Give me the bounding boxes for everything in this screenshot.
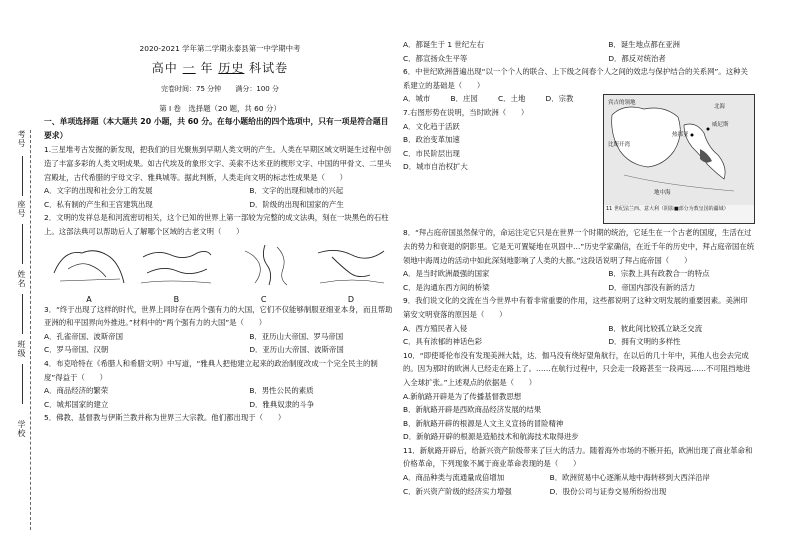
page-title bbox=[44, 62, 396, 76]
historical-map bbox=[603, 94, 755, 224]
option-row bbox=[403, 281, 755, 295]
option-row bbox=[403, 92, 593, 106]
margin-label-name: 姓名 bbox=[17, 270, 26, 288]
option-row bbox=[403, 322, 755, 336]
option[interactable]: D．新航路开辟的根源是造船技术和航海技术取得进步 bbox=[403, 432, 579, 442]
map-label: A bbox=[86, 294, 92, 304]
option[interactable]: B．庄园 bbox=[450, 94, 478, 104]
option[interactable]: D．城市自治权扩大 bbox=[403, 162, 468, 172]
title-suffix: 科试卷 bbox=[249, 60, 289, 75]
title-mid: 年 bbox=[200, 60, 214, 75]
option-row bbox=[44, 198, 396, 212]
option[interactable]: C．土地 bbox=[498, 94, 526, 104]
right-column bbox=[403, 38, 755, 543]
exam-header: 2020-2021 学年第二学期永泰县第一中学期中考 bbox=[139, 44, 301, 53]
map-label: 比斯开湾 bbox=[608, 142, 631, 149]
option[interactable]: C．都宣扬众生平等 bbox=[403, 53, 468, 63]
title-grade: 一 bbox=[182, 60, 196, 75]
margin-label-exam-number: 考号 bbox=[17, 130, 26, 148]
option[interactable]: A．孔雀帝国、波斯帝国 bbox=[44, 331, 123, 341]
margin-blank bbox=[22, 224, 23, 264]
map-label: D bbox=[347, 294, 355, 304]
volume-heading: 第 I 卷 选择题（20 题，共 60 分） bbox=[159, 103, 281, 113]
option-row bbox=[403, 335, 755, 349]
map-caption: 11 世纪法兰西、意大利（阴影■部分为教皇国的疆域） bbox=[606, 206, 729, 213]
margin-label-seat: 座号 bbox=[17, 200, 26, 218]
exam-score: 满分：100 分 bbox=[235, 85, 279, 94]
option[interactable]: C．私有制的产生和王宫建筑出现 bbox=[44, 199, 153, 209]
option[interactable]: A.新航路开辟是为了传播基督教思想 bbox=[403, 391, 522, 401]
option-row bbox=[403, 471, 755, 485]
option[interactable]: B．政治变革加速 bbox=[403, 135, 460, 145]
question-stem: 3．“终于出现了这样的时代，世界上同时存在两个强有力的大国，它们不仅能够制服亚细亚本身，而且帮助亚洲的和平国界向外推进。”材料中的“两个强有力的大国”是（ ） bbox=[44, 304, 393, 328]
map-label: 北海 bbox=[714, 104, 726, 111]
question-stem: 7.右图形势在说明，当时欧洲（ ） bbox=[403, 107, 529, 117]
option-row bbox=[403, 38, 755, 52]
margin-blank bbox=[22, 364, 23, 404]
option[interactable]: A．西方殖民者入侵 bbox=[403, 323, 468, 333]
map-option-d[interactable] bbox=[312, 243, 390, 303]
option[interactable]: C．市民阶层出现 bbox=[403, 148, 460, 158]
option-row bbox=[403, 485, 755, 499]
option[interactable]: D．宗教 bbox=[545, 94, 574, 104]
map-label: 地中海 bbox=[654, 190, 671, 197]
question-stem: 8．“拜占庭帝国虽然保守的，命运注定它只是在世界一个时期的统治，它延生在一个古老的国度，生活在过去的势力和衰退的阴影里。它是无可置疑地在巩固中…”历史学家确信，在近千年的历史中，拜占庭帝国在统领地中海周边的活动中如此深刻地影响了人类的大都。”这段话说明了拜占庭帝国（ ） bbox=[403, 228, 755, 265]
option-row bbox=[44, 343, 396, 357]
option[interactable]: A．商品种类与流通量成倍增加 bbox=[403, 473, 505, 483]
question-stem: 1.三星堆考古发掘的新发现，把我们的目光聚焦到早期人类文明的产生。人类在早期区域文明诞生过程中创造了丰富多彩的人类文明成果。如古代埃及的象形文字、美索不达米亚的楔形文字、中国的甲骨文、二里头宫殿址，古代希腊的宇母文字、雅典城等。据此判断，人类走向文明的标志性成果是（ ） bbox=[44, 145, 392, 182]
option[interactable]: D．拥有文明的多样性 bbox=[608, 337, 681, 347]
question-stem: 6．中世纪欧洲普遍出现“以一个个人的联合、上下级之间春个人之间的效忠与保护结合的关系网”。这种关系建立的基础是（ ） bbox=[403, 67, 748, 90]
option[interactable]: D．亚历山大帝国、波斯帝国 bbox=[249, 345, 344, 355]
option-row bbox=[44, 184, 396, 198]
question-stem: 2．文明的发祥总是和河流密切相关，这个已知的世界上第一部较为完整的成文法典，刻在一块黑色的石柱上。这部法典可以帮助后人了解哪个区域的古老文明（ ） bbox=[44, 213, 389, 236]
river-map-icon bbox=[312, 243, 390, 287]
binding-margin bbox=[0, 120, 40, 540]
option[interactable]: B．男性公民的素质 bbox=[249, 386, 314, 396]
map-options bbox=[50, 243, 390, 303]
option[interactable]: B．新航路开辟的根源是人文主义宣扬的冒险精神 bbox=[403, 418, 564, 428]
option[interactable]: B．文字的出现和城市的兴起 bbox=[249, 186, 344, 196]
margin-label-school: 学校 bbox=[17, 420, 26, 438]
exam-meta bbox=[44, 83, 396, 97]
left-column bbox=[44, 40, 396, 545]
map-option-c[interactable] bbox=[225, 243, 303, 303]
option[interactable]: C．是沟通东西方间的桥梁 bbox=[403, 282, 490, 292]
question-stem: 9．我们说文化的交流在当今世界中有着非常重要的作用，这些都说明了这种文明发展的重要因素。美洲印第安文明衰落的原因是（ ） bbox=[403, 296, 748, 319]
map-label: B bbox=[173, 294, 180, 304]
river-map-icon bbox=[50, 243, 128, 287]
option[interactable]: A．文化趋于活跃 bbox=[403, 121, 460, 131]
cut-line bbox=[30, 130, 31, 530]
option[interactable]: A．城市 bbox=[403, 94, 431, 104]
title-prefix: 高中 bbox=[151, 60, 178, 75]
option[interactable]: D．帝国内部没有新的活力 bbox=[608, 282, 696, 292]
question-stem: 11．新航路开辟后，给新兴资产阶级带来了巨大的活力。随着海外市场的不断开拓，欧洲出现了商业革命和价格革命，下列现象不属于商业革命表现的是（ ） bbox=[403, 445, 753, 469]
river-map-icon bbox=[137, 243, 215, 287]
option[interactable]: B．欧洲贸易中心逐渐从地中海转移到大西洋沿岸 bbox=[549, 473, 710, 483]
margin-blank bbox=[22, 156, 23, 196]
map-label: C bbox=[260, 294, 267, 304]
option[interactable]: B．诞生地点都在亚洲 bbox=[608, 40, 680, 49]
option[interactable]: A．都诞生于 1 世纪左右 bbox=[403, 40, 484, 49]
option-row bbox=[44, 384, 396, 398]
option[interactable]: A．是当时欧洲最强的国家 bbox=[403, 269, 490, 279]
map-label: 宾吉的领地 bbox=[608, 100, 636, 107]
map-label: 热那亚 bbox=[672, 132, 689, 139]
option[interactable]: D．股份公司与证券交易所纷纷出现 bbox=[549, 486, 667, 496]
option-row bbox=[403, 267, 755, 281]
option[interactable]: B．彼此间比较孤立缺乏交流 bbox=[608, 323, 703, 333]
option[interactable]: A．文字的出现和社会分工的发展 bbox=[44, 186, 153, 196]
option[interactable]: A．商品经济的繁荣 bbox=[44, 386, 109, 396]
margin-blank bbox=[22, 294, 23, 334]
question-stem: 5．佛教、基督教与伊斯兰教并称为世界三大宗教。他们都出现于（ ） bbox=[44, 413, 286, 423]
option[interactable]: B．宗教上具有政教合一的特点 bbox=[608, 269, 710, 279]
title-subject: 历史 bbox=[218, 60, 245, 75]
option-row bbox=[403, 52, 755, 66]
option-row bbox=[44, 330, 396, 344]
option-row bbox=[44, 398, 396, 412]
option[interactable]: B．亚历山大帝国、罗马帝国 bbox=[249, 331, 344, 341]
river-map-icon bbox=[225, 243, 303, 287]
option[interactable]: C．城邦国家的建立 bbox=[44, 399, 109, 409]
map-label: 威尼斯 bbox=[712, 122, 729, 129]
option[interactable]: C．新兴资产阶级的经济实力增强 bbox=[403, 486, 512, 496]
margin-label-class: 班级 bbox=[17, 340, 26, 358]
option[interactable]: D．雅典奴隶的斗争 bbox=[249, 399, 315, 409]
option[interactable]: D．阶级的出现和国家的产生 bbox=[249, 199, 344, 209]
question-stem: 4．布克哈特在《希腊人和希腊文明》中写道，“雅典人把他建立起来的政治制度改成一个完全民主的制度”得益于（ ） bbox=[44, 358, 378, 382]
question-stem: 10．“即使哥伦布没有发现美洲大陆，达．伽马没有绕好望角航行，在以后的几十年中，其他人也会去完成的。因为那时的欧洲人已经走在路上了。……在航行过程中，只会走一段路甚至一段再远……不可阻挡地进入全球扩张。”上述观点的依据是（ ） bbox=[403, 350, 751, 387]
exam-time: 完卷时间：75 分钟 bbox=[161, 85, 222, 94]
map-option-b[interactable] bbox=[137, 243, 215, 303]
option[interactable]: C．罗马帝国、汉朝 bbox=[44, 345, 109, 355]
map-option-a[interactable] bbox=[50, 243, 128, 303]
option[interactable]: D．都反对统治者 bbox=[608, 53, 666, 63]
option[interactable]: B．新航路开辟是西欧商品经济发展的结果 bbox=[403, 405, 542, 415]
option[interactable]: C．具有浓郁的神话色彩 bbox=[403, 337, 483, 347]
section-heading: 一、单项选择题（本大题共 20 小题，共 60 分。在每小题给出的四个选项中，只有一项是符合题目要求） bbox=[44, 117, 389, 141]
